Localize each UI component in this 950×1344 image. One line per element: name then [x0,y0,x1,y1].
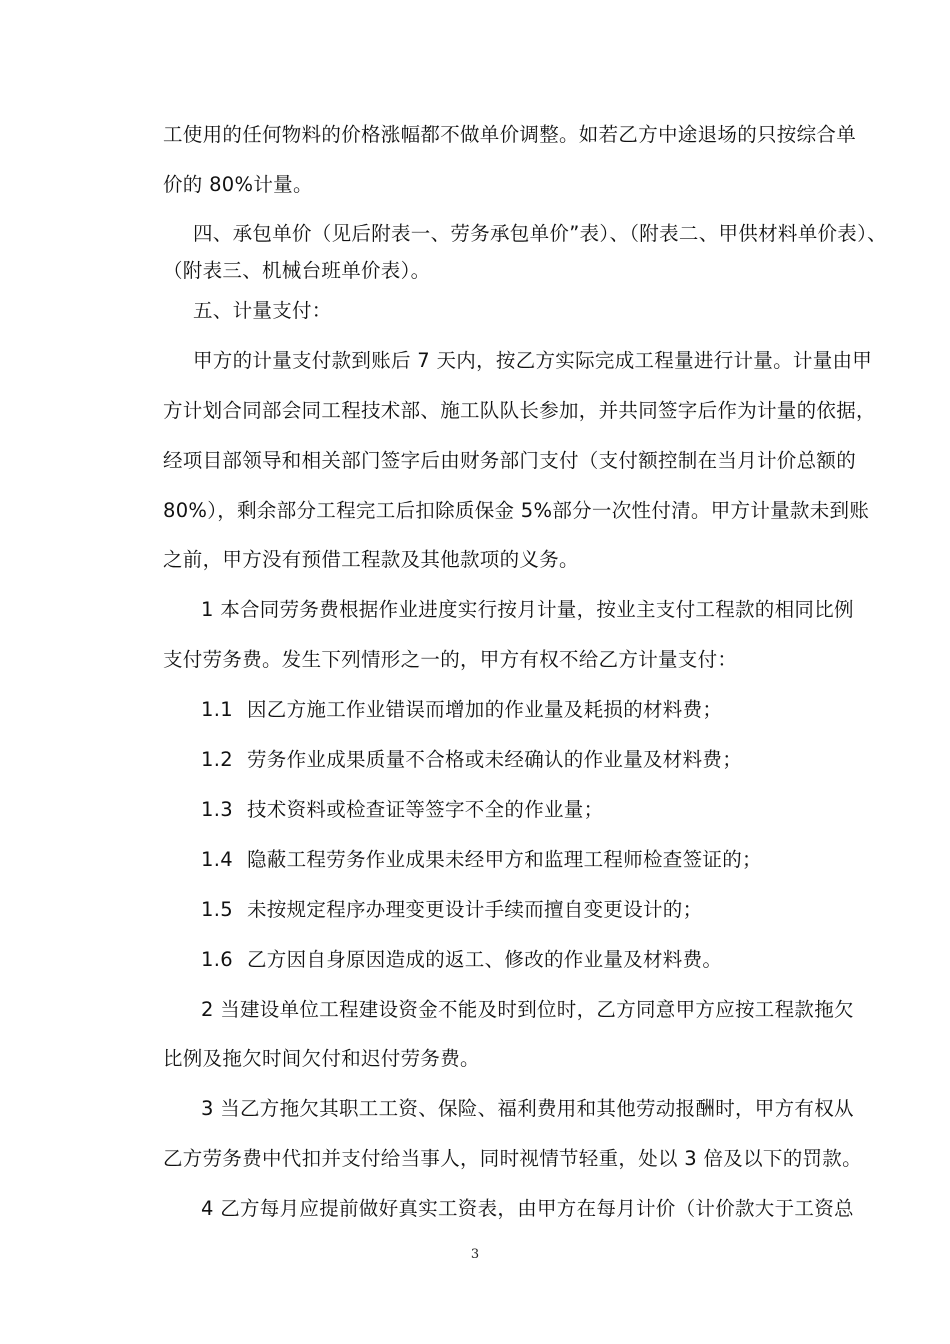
list-item-text: 因乙方施工作业错误而增加的作业量及耗损的材料费； [247,698,723,721]
clause-2-line: 比例及拖欠时间欠付和迟付劳务费。 [163,1047,480,1070]
list-item [201,846,881,874]
clause-3-line: 3 当乙方拖欠其职工工资、保险、福利费用和其他劳动报酬时，甲方有权从 [201,1097,854,1120]
list-item-text: 劳务作业成果质量不合格或未经确认的作业量及材料费； [247,748,743,771]
paragraph-line: 甲方的计量支付款到账后 7 天内，按乙方实际完成工程量进行计量。计量由甲 [193,349,873,372]
list-item [201,896,881,924]
list-item [201,746,881,774]
list-item-number: 1.6 [201,948,233,971]
list-item [201,946,881,974]
list-item-number: 1.1 [201,698,233,721]
clause-3-line: 乙方劳务费中代扣并支付给当事人，同时视情节轻重，处以 3 倍及以下的罚款。 [163,1147,862,1170]
clause-1-line: 1 本合同劳务费根据作业进度实行按月计量，按业主支付工程款的相同比例 [201,598,854,621]
paragraph-line: 之前，甲方没有预借工程款及其他款项的义务。 [163,548,579,571]
list-item-number: 1.5 [201,898,233,921]
list-item-number: 1.4 [201,848,233,871]
paragraph-line: 经项目部领导和相关部门签字后由财务部门支付（支付额控制在当月计价总额的 [163,449,857,472]
clause-1-line: 支付劳务费。发生下列情形之一的，甲方有权不给乙方计量支付： [163,648,738,671]
paragraph-line: 方计划合同部会同工程技术部、施工队队长参加，并共同签字后作为计量的依据， [163,399,876,422]
list-item-number: 1.2 [201,748,233,771]
list-item-text: 技术资料或检查证等签字不全的作业量； [247,798,604,821]
page-number: 3 [470,1247,480,1262]
list-item [201,696,881,724]
list-item-text: 未按规定程序办理变更设计手续而擅自变更设计的； [247,898,703,921]
paragraph-line: 工使用的任何物料的价格涨幅都不做单价调整。如若乙方中途退场的只按综合单 [163,123,857,146]
list-item-text: 乙方因自身原因造成的返工、修改的作业量及材料费。 [247,948,723,971]
list-item-number: 1.3 [201,798,233,821]
paragraph-line: 80%），剩余部分工程完工后扣除质保金 5%部分一次性付清。甲方计量款未到账 [163,499,870,522]
clause-2-line: 2 当建设单位工程建设资金不能及时到位时，乙方同意甲方应按工程款拖欠 [201,998,854,1021]
section-heading-four: 四、承包单价（见后附表一、劳务承包单价”表）、（附表二、甲供材料单价表）、 [193,222,887,245]
list-item-text: 隐蔽工程劳务作业成果未经甲方和监理工程师检查签证的； [247,848,762,871]
paragraph-line: 价的 80%计量。 [163,173,313,196]
list-item [201,796,881,824]
section-heading-five: 五、计量支付： [193,299,332,322]
clause-4-line: 4 乙方每月应提前做好真实工资表，由甲方在每月计价（计价款大于工资总 [201,1197,854,1220]
paragraph-line: （附表三、机械台班单价表）。 [163,259,431,282]
